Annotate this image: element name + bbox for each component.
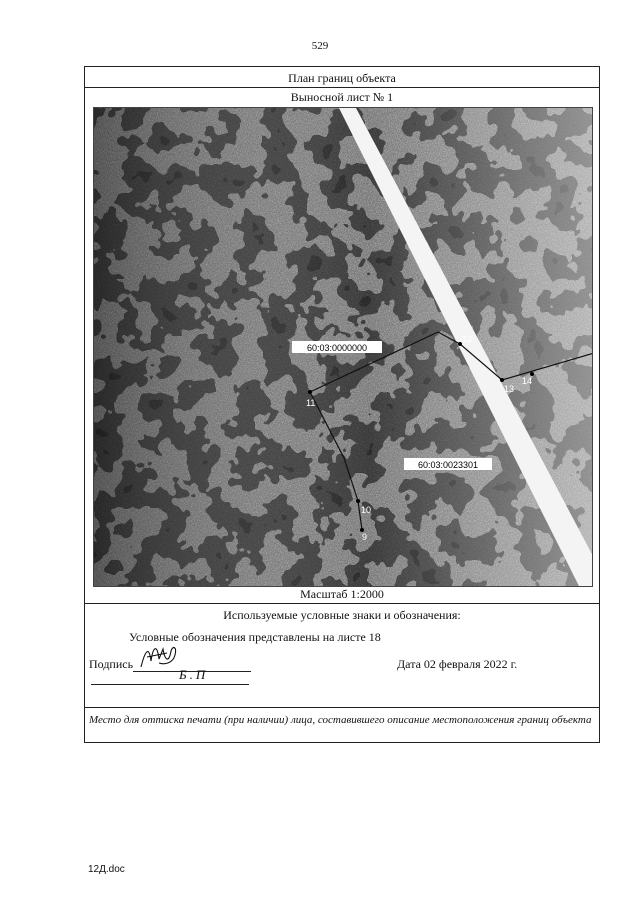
parcel-label-2: 60:03:0023301 xyxy=(417,460,479,470)
file-name: 12Д.doc xyxy=(88,864,125,875)
point-label: 10 xyxy=(361,505,372,515)
plan-frame xyxy=(84,66,600,743)
boundary-point xyxy=(308,390,312,394)
aerial-map xyxy=(93,107,593,587)
map-image xyxy=(94,108,593,587)
point-label: 12 xyxy=(462,334,473,344)
sheet-title: Выносной лист № 1 xyxy=(290,90,394,104)
name-line xyxy=(91,684,249,685)
divider xyxy=(85,603,599,604)
divider xyxy=(85,707,599,708)
scale-label: Масштаб 1:2000 xyxy=(300,587,384,601)
legend-title: Используемые условные знаки и обозначения: xyxy=(223,608,461,622)
point-label: 13 xyxy=(504,384,515,394)
boundary-point xyxy=(500,378,504,382)
divider xyxy=(85,87,599,88)
signature-date: Дата 02 февраля 2022 г. xyxy=(397,657,518,671)
plan-title: План границ объекта xyxy=(288,71,396,85)
boundary-point xyxy=(356,499,360,503)
signatory-name: Б.П xyxy=(179,667,209,682)
point-label: 11 xyxy=(306,398,316,408)
legend-note: Условные обозначения представлены на листе 18 xyxy=(129,630,381,644)
parcel-label-1: 60:03:0000000 xyxy=(306,343,368,353)
stamp-note: Место для оттиска печати (при наличии) лица, составившего описание местоположения границ объекта xyxy=(89,714,592,726)
point-label: 9 xyxy=(362,532,368,542)
signature-label: Подпись xyxy=(89,657,134,671)
point-label: 14 xyxy=(522,376,533,386)
page-number: 529 xyxy=(311,40,329,52)
signature-scribble xyxy=(137,641,183,673)
